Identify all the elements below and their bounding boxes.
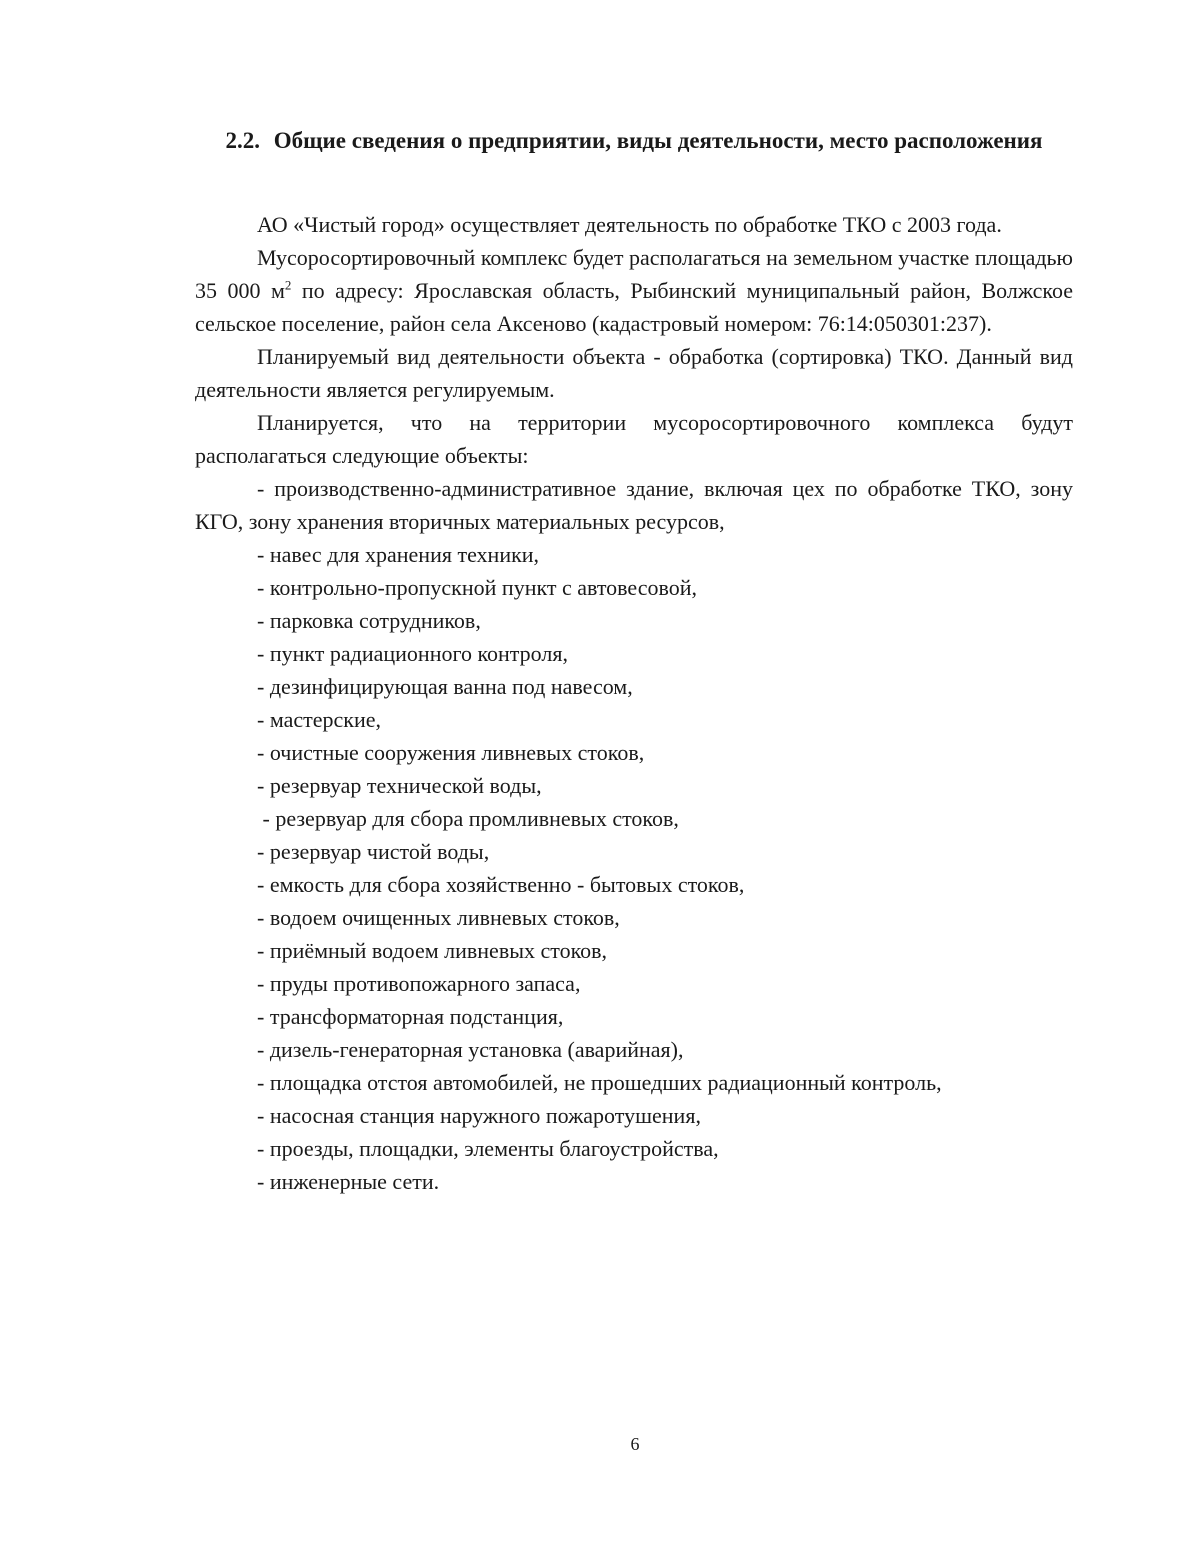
list-item: - проезды, площадки, элементы благоустройства, xyxy=(257,1136,719,1161)
paragraph-objects-intro: Планируется, что на территории мусоросортировочного комплекса будут располагаться следующие объекты: xyxy=(195,410,1073,468)
list-item: - пруды противопожарного запаса, xyxy=(257,971,581,996)
list-item: - площадка отстоя автомобилей, не прошедших радиационный контроль, xyxy=(257,1070,942,1095)
list-item: - инженерные сети. xyxy=(257,1169,440,1194)
paragraph-company-activity: АО «Чистый город» осуществляет деятельность по обработке ТКО с 2003 года. xyxy=(257,212,1002,237)
list-item: - контрольно-пропускной пункт с автовесовой, xyxy=(257,575,698,600)
location-text-part2: по адресу: Ярославская область, Рыбинский муниципальный район, Волжское сельское поселение, район села Аксеново (кадастровый номером: 76:14:050301:237). xyxy=(195,278,1073,336)
list-item: - дизель-генераторная установка (аварийная), xyxy=(257,1037,684,1062)
area-unit-superscript: 2 xyxy=(284,277,292,293)
page-number: 6 xyxy=(630,1434,640,1454)
paragraph-location xyxy=(195,241,1073,340)
list-item: - пункт радиационного контроля, xyxy=(257,641,568,666)
section-heading xyxy=(195,124,1073,157)
section-body xyxy=(195,208,1073,1198)
list-item: - резервуар для сбора промливневых стоков, xyxy=(257,806,679,831)
list-item: - дезинфицирующая ванна под навесом, xyxy=(257,674,633,699)
list-item: - мастерские, xyxy=(257,707,381,732)
list-item: - парковка сотрудников, xyxy=(257,608,481,633)
list-item: - навес для хранения техники, xyxy=(257,542,540,567)
list-item: - емкость для сбора хозяйственно - бытовых стоков, xyxy=(257,872,745,897)
list-item: - насосная станция наружного пожаротушения, xyxy=(257,1103,701,1128)
objects-list xyxy=(195,472,1073,1198)
list-item: - производственно-административное здание, включая цех по обработке ТКО, зону КГО, зону хранения вторичных материальных ресурсов, xyxy=(195,476,1073,534)
list-item: - трансформаторная подстанция, xyxy=(257,1004,564,1029)
list-item: - резервуар технической воды, xyxy=(257,773,542,798)
section-title: Общие сведения о предприятии, виды деятельности, место расположения xyxy=(273,128,1043,153)
list-item: - очистные сооружения ливневых стоков, xyxy=(257,740,645,765)
list-item: - водоем очищенных ливневых стоков, xyxy=(257,905,620,930)
section-number: 2.2. xyxy=(225,128,260,153)
list-item: - резервуар чистой воды, xyxy=(257,839,490,864)
location-text-part1: Мусоросортировочный комплекс будет располагаться на земельном участке площадью 35 000 м xyxy=(195,245,1073,303)
list-item: - приёмный водоем ливневых стоков, xyxy=(257,938,608,963)
paragraph-activity-type: Планируемый вид деятельности объекта - обработка (сортировка) ТКО. Данный вид деятельности является регулируемым. xyxy=(195,344,1073,402)
